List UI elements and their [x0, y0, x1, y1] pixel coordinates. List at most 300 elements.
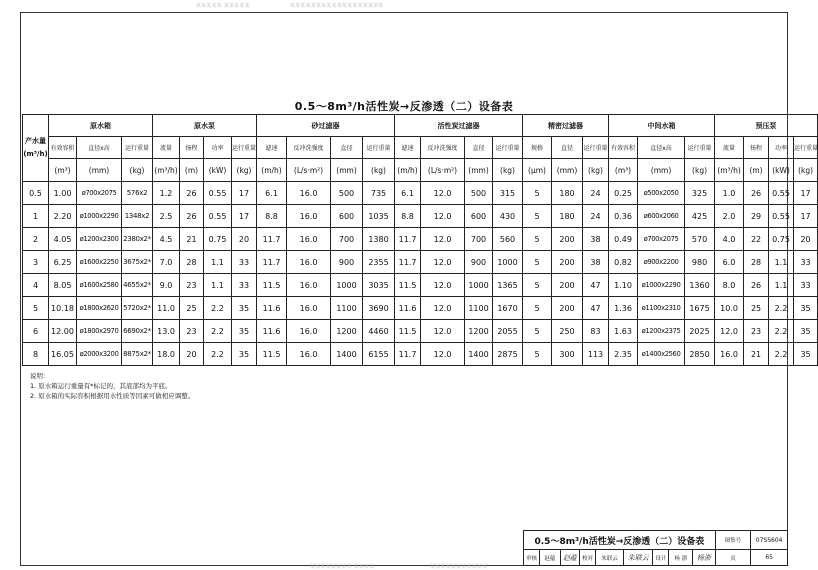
table-cell: 2355	[363, 251, 395, 274]
table-cell: 5	[523, 251, 552, 274]
table-cell: 6.1	[395, 182, 421, 205]
table-cell: 4.0	[715, 228, 744, 251]
column-unit: (kW)	[204, 159, 232, 182]
table-cell: 11.6	[257, 320, 287, 343]
table-cell: 21	[180, 228, 204, 251]
table-cell: 24	[583, 182, 609, 205]
table-cell: 2.2	[204, 320, 232, 343]
table-cell: 10.18	[49, 297, 77, 320]
column-unit: (m/h)	[395, 159, 421, 182]
group-booster-pump: 预压泵	[715, 115, 818, 137]
table-cell: 1	[23, 205, 49, 228]
table-cell: 0.55	[769, 205, 794, 228]
table-cell: 20	[794, 228, 818, 251]
column-unit: (m/h)	[257, 159, 287, 182]
table-cell: 11.5	[395, 274, 421, 297]
table-cell: 6.1	[257, 182, 287, 205]
column-subheader: 运行重量	[363, 137, 395, 159]
table-cell: 11.0	[153, 297, 180, 320]
table-cell: 2.35	[609, 343, 638, 366]
table-cell: ø1400x2560	[638, 343, 685, 366]
table-cell: 0.55	[769, 182, 794, 205]
column-subheader: 扬程	[180, 137, 204, 159]
table-cell: ø1200x2375	[638, 320, 685, 343]
table-cell: 11.7	[257, 228, 287, 251]
table-cell: 11.7	[395, 228, 421, 251]
table-cell: 8.8	[395, 205, 421, 228]
table-cell: 4655x2*	[122, 274, 153, 297]
table-cell: 17	[794, 205, 818, 228]
column-subheader: 有效容积	[609, 137, 638, 159]
table-cell: 33	[232, 251, 257, 274]
table-cell: 35	[794, 320, 818, 343]
table-cell: 26	[180, 182, 204, 205]
table-cell: 26	[744, 182, 769, 205]
product-rate-label: 产水量	[25, 137, 46, 145]
column-unit: (kg)	[493, 159, 523, 182]
table-cell: 0.82	[609, 251, 638, 274]
table-cell: 11.5	[257, 274, 287, 297]
table-cell: 11.5	[395, 320, 421, 343]
table-cell: 35	[232, 320, 257, 343]
table-cell: 200	[552, 297, 583, 320]
table-cell: 11.6	[257, 297, 287, 320]
table-cell: 16.0	[287, 228, 331, 251]
table-cell: 17	[232, 182, 257, 205]
column-unit: (L/s·m²)	[287, 159, 331, 182]
table-cell: 1670	[493, 297, 523, 320]
column-subheader: 直径	[331, 137, 363, 159]
table-cell: 47	[583, 274, 609, 297]
table-cell: 33	[794, 274, 818, 297]
table-cell: 38	[583, 251, 609, 274]
column-subheader: 运行重量	[122, 137, 153, 159]
designer-name: 杨 浙	[669, 550, 693, 566]
table-cell: 26	[180, 205, 204, 228]
group-raw-water-tank: 原水箱	[49, 115, 153, 137]
table-cell: 113	[583, 343, 609, 366]
table-cell: 325	[685, 182, 715, 205]
table-cell: 1365	[493, 274, 523, 297]
table-cell: 16.0	[287, 205, 331, 228]
table-cell: 29	[744, 205, 769, 228]
column-subheader: 运行重量	[232, 137, 257, 159]
table-cell: 6155	[363, 343, 395, 366]
atlas-number-label: 图集号	[715, 531, 751, 550]
table-cell: 8.05	[49, 274, 77, 297]
table-cell: 3035	[363, 274, 395, 297]
table-cell: ø1600x2580	[77, 274, 122, 297]
table-cell: 2	[23, 228, 49, 251]
table-cell: 5	[23, 297, 49, 320]
table-cell: 2.5	[153, 205, 180, 228]
table-cell: 1035	[363, 205, 395, 228]
table-cell: 1200	[465, 320, 493, 343]
column-subheader: 直径x高	[77, 137, 122, 159]
table-cell: 83	[583, 320, 609, 343]
column-unit: (L/s·m²)	[421, 159, 465, 182]
equipment-table	[22, 114, 818, 366]
column-subheader: 运行重量	[794, 137, 818, 159]
column-unit: (m³/h)	[153, 159, 180, 182]
table-cell: 9.0	[153, 274, 180, 297]
table-cell: 10.0	[715, 297, 744, 320]
table-cell: 200	[552, 274, 583, 297]
column-unit: (mm)	[465, 159, 493, 182]
column-subheader: 功率	[769, 137, 794, 159]
table-cell: ø1200x2300	[77, 228, 122, 251]
table-cell: 12.00	[49, 320, 77, 343]
table-cell: 900	[331, 251, 363, 274]
table-cell: 430	[493, 205, 523, 228]
table-cell: 17	[794, 182, 818, 205]
table-cell: 1380	[363, 228, 395, 251]
column-unit: (m³)	[49, 159, 77, 182]
table-row	[23, 274, 818, 297]
table-cell: 16.0	[715, 343, 744, 366]
table-cell: 6	[23, 320, 49, 343]
table-cell: 600	[465, 205, 493, 228]
table-row	[23, 205, 818, 228]
page-number: 65	[751, 550, 788, 566]
table-cell: 2.0	[715, 205, 744, 228]
group-precision-filter: 精密过滤器	[523, 115, 609, 137]
table-cell: ø600x2060	[638, 205, 685, 228]
column-subheader: 直径x高	[638, 137, 685, 159]
table-cell: 12.0	[421, 228, 465, 251]
table-cell: ø1800x2970	[77, 320, 122, 343]
table-body	[23, 182, 818, 366]
column-subheader: 反冲洗强度	[287, 137, 331, 159]
table-cell: 2.2	[204, 343, 232, 366]
subheader-row	[23, 137, 818, 159]
table-cell: 250	[552, 320, 583, 343]
table-cell: 180	[552, 182, 583, 205]
table-cell: 25	[180, 297, 204, 320]
top-watermark-text: 某某某某某 某某某某某	[196, 3, 250, 9]
column-subheader: 流量	[715, 137, 744, 159]
table-cell: 0.5	[23, 182, 49, 205]
table-row	[23, 228, 818, 251]
table-cell: 12.0	[421, 343, 465, 366]
table-cell: 12.0	[421, 205, 465, 228]
table-cell: 180	[552, 205, 583, 228]
bottom-watermark-text: 某某某某某某某某某某某	[430, 564, 488, 570]
table-cell: ø700x2075	[77, 182, 122, 205]
product-rate-unit: (m³/h)	[23, 150, 48, 158]
table-cell: 1.1	[769, 251, 794, 274]
table-cell: 16.0	[287, 182, 331, 205]
column-unit: (kg)	[794, 159, 818, 182]
note-1: 1. 原水箱运行重量有*标记的，其底部均为平底。	[30, 382, 172, 390]
table-cell: 21	[744, 343, 769, 366]
table-cell: 16.05	[49, 343, 77, 366]
table-cell: 12.0	[421, 274, 465, 297]
table-cell: 7.0	[153, 251, 180, 274]
table-cell: 8	[23, 343, 49, 366]
column-subheader: 运行重量	[493, 137, 523, 159]
column-unit: (mm)	[331, 159, 363, 182]
group-raw-water-pump: 原水泵	[153, 115, 257, 137]
column-subheader: 扬程	[744, 137, 769, 159]
table-cell: 1.1	[769, 274, 794, 297]
table-cell: 35	[232, 297, 257, 320]
table-cell: 1400	[331, 343, 363, 366]
table-cell: 3675x2*	[122, 251, 153, 274]
column-unit: (kg)	[363, 159, 395, 182]
note-2: 2. 原水箱的实际容积根据用水性质等因素可做相应调整。	[30, 392, 195, 400]
table-cell: 6690x2*	[122, 320, 153, 343]
column-subheader: 运行重量	[583, 137, 609, 159]
table-cell: 1.2	[153, 182, 180, 205]
table-cell: 22	[744, 228, 769, 251]
design-label: 设计	[653, 550, 669, 566]
table-cell: ø1000x2290	[638, 274, 685, 297]
table-cell: ø2000x3200	[77, 343, 122, 366]
table-cell: 35	[794, 343, 818, 366]
table-cell: 2.2	[769, 343, 794, 366]
table-cell: 26	[744, 274, 769, 297]
column-subheader: 反冲洗强度	[421, 137, 465, 159]
table-cell: 13.0	[153, 320, 180, 343]
table-cell: 2850	[685, 343, 715, 366]
table-cell: 315	[493, 182, 523, 205]
table-cell: 5	[523, 182, 552, 205]
table-cell: 11.7	[395, 251, 421, 274]
table-cell: 25	[744, 297, 769, 320]
table-row	[23, 251, 818, 274]
group-carbon-filter: 活性炭过滤器	[395, 115, 523, 137]
table-cell: 35	[232, 343, 257, 366]
page-label: 页	[715, 550, 751, 566]
table-cell: 0.55	[204, 205, 232, 228]
table-cell: 16.0	[287, 343, 331, 366]
table-row	[23, 343, 818, 366]
table-cell: 1000	[493, 251, 523, 274]
table-cell: 500	[331, 182, 363, 205]
table-cell: 0.36	[609, 205, 638, 228]
table-cell: ø1100x2310	[638, 297, 685, 320]
table-cell: 2.2	[769, 320, 794, 343]
table-cell: 5	[523, 343, 552, 366]
table-cell: 1348x2	[122, 205, 153, 228]
table-cell: 12.0	[715, 320, 744, 343]
table-cell: 8.0	[715, 274, 744, 297]
table-cell: ø1800x2620	[77, 297, 122, 320]
table-cell: 500	[465, 182, 493, 205]
table-cell: 5720x2*	[122, 297, 153, 320]
table-cell: 3690	[363, 297, 395, 320]
table-cell: 5	[523, 274, 552, 297]
checker-name: 朱联云	[596, 550, 624, 566]
column-subheader: 运行重量	[685, 137, 715, 159]
table-row	[23, 320, 818, 343]
table-cell: 576x2	[122, 182, 153, 205]
column-subheader: 有效容积	[49, 137, 77, 159]
table-title: 0.5～8m³/h活性炭→反渗透（二）设备表	[294, 100, 514, 113]
table-cell: 38	[583, 228, 609, 251]
table-row	[23, 297, 818, 320]
review-label: 审核	[524, 550, 540, 566]
table-cell: 16.0	[287, 320, 331, 343]
title-block	[523, 530, 788, 566]
table-cell: 600	[331, 205, 363, 228]
column-unit: (mm)	[638, 159, 685, 182]
table-cell: 20	[232, 228, 257, 251]
table-cell: 2.2	[204, 297, 232, 320]
table-cell: 47	[583, 297, 609, 320]
table-cell: 0.49	[609, 228, 638, 251]
table-cell: 700	[331, 228, 363, 251]
table-cell: 1.10	[609, 274, 638, 297]
table-cell: 735	[363, 182, 395, 205]
table-cell: ø1000x2290	[77, 205, 122, 228]
notes	[30, 371, 194, 401]
table-cell: 2025	[685, 320, 715, 343]
table-cell: 0.55	[204, 182, 232, 205]
column-unit: (kg)	[583, 159, 609, 182]
table-cell: 0.25	[609, 182, 638, 205]
table-cell: 6.25	[49, 251, 77, 274]
table-cell: 0.75	[204, 228, 232, 251]
table-cell: 17	[232, 205, 257, 228]
table-cell: ø1600x2250	[77, 251, 122, 274]
table-cell: 11.6	[395, 297, 421, 320]
column-subheader: 规格	[523, 137, 552, 159]
table-cell: 11.7	[395, 343, 421, 366]
table-cell: 4	[23, 274, 49, 297]
table-cell: 980	[685, 251, 715, 274]
table-cell: 4.5	[153, 228, 180, 251]
title-block-title: 0.5～8m³/h活性炭→反渗透（二）设备表	[524, 531, 716, 550]
table-cell: 6.0	[715, 251, 744, 274]
table-cell: 28	[180, 251, 204, 274]
column-unit: (mm)	[552, 159, 583, 182]
unit-row	[23, 159, 818, 182]
table-cell: 1100	[331, 297, 363, 320]
table-cell: 0.75	[769, 228, 794, 251]
table-cell: 425	[685, 205, 715, 228]
table-cell: 23	[180, 274, 204, 297]
bottom-watermark-text: 某某某某某某某某 某某某某	[310, 564, 375, 570]
table-cell: 2380x2*	[122, 228, 153, 251]
designer-signature: 杨浙	[693, 550, 716, 566]
table-cell: 1000	[331, 274, 363, 297]
table-cell: 4460	[363, 320, 395, 343]
table-cell: 16.0	[287, 297, 331, 320]
reviewer-name: 赵蕴	[540, 550, 560, 566]
table-cell: ø500x2050	[638, 182, 685, 205]
table-cell: 18.0	[153, 343, 180, 366]
table-cell: 1.36	[609, 297, 638, 320]
column-subheader: 功率	[204, 137, 232, 159]
table-cell: 12.0	[421, 320, 465, 343]
column-subheader: 直径	[465, 137, 493, 159]
table-cell: 33	[232, 274, 257, 297]
table-cell: 700	[465, 228, 493, 251]
table-cell: 5	[523, 205, 552, 228]
table-cell: 11.7	[257, 251, 287, 274]
table-cell: 1.1	[204, 251, 232, 274]
column-unit: (m)	[180, 159, 204, 182]
table-cell: 3	[23, 251, 49, 274]
table-cell: 570	[685, 228, 715, 251]
reviewer-signature: 赵蕴	[560, 550, 579, 566]
table-cell: 28	[744, 251, 769, 274]
table-cell: 23	[744, 320, 769, 343]
table-cell: 1.1	[204, 274, 232, 297]
table-cell: 1400	[465, 343, 493, 366]
table-cell: 24	[583, 205, 609, 228]
table-cell: 12.0	[421, 182, 465, 205]
table-cell: 11.5	[257, 343, 287, 366]
table-cell: ø900x2200	[638, 251, 685, 274]
table-cell: 1675	[685, 297, 715, 320]
column-unit: (kg)	[232, 159, 257, 182]
table-cell: 16.0	[287, 251, 331, 274]
table-cell: 1.00	[49, 182, 77, 205]
column-unit: (kg)	[122, 159, 153, 182]
check-label: 校对	[580, 550, 596, 566]
table-cell: 5	[523, 297, 552, 320]
column-unit: (mm)	[77, 159, 122, 182]
table-cell: 300	[552, 343, 583, 366]
table-cell: 23	[180, 320, 204, 343]
column-unit: (kg)	[685, 159, 715, 182]
table-cell: 1360	[685, 274, 715, 297]
column-unit: (m)	[744, 159, 769, 182]
table-cell: 5	[523, 228, 552, 251]
column-subheader: 滤速	[257, 137, 287, 159]
table-cell: 200	[552, 228, 583, 251]
table-cell: 2.20	[49, 205, 77, 228]
table-cell: 560	[493, 228, 523, 251]
table-cell: 12.0	[421, 251, 465, 274]
table-cell: 4.05	[49, 228, 77, 251]
column-unit: (m³)	[609, 159, 638, 182]
table-cell: 1100	[465, 297, 493, 320]
atlas-number: 07SS604	[751, 531, 788, 550]
group-intermediate-tank: 中间水箱	[609, 115, 715, 137]
table-cell: 8875x2*	[122, 343, 153, 366]
product-rate-header	[23, 115, 49, 182]
table-cell: 1.63	[609, 320, 638, 343]
table-cell: 900	[465, 251, 493, 274]
table-cell: ø700x2075	[638, 228, 685, 251]
table-cell: 35	[794, 297, 818, 320]
column-unit: (μm)	[523, 159, 552, 182]
table-cell: 1.0	[715, 182, 744, 205]
table-cell: 1000	[465, 274, 493, 297]
column-unit: (m³/h)	[715, 159, 744, 182]
column-subheader: 流量	[153, 137, 180, 159]
group-sand-filter: 砂过滤器	[257, 115, 395, 137]
top-watermark-text: 某某某某某某某某某某某某某某某某某某	[290, 3, 384, 9]
table-cell: 2875	[493, 343, 523, 366]
notes-heading: 说明：	[30, 372, 50, 380]
column-subheader: 直径	[552, 137, 583, 159]
table-cell: 8.8	[257, 205, 287, 228]
table-row	[23, 182, 818, 205]
table-cell: 33	[794, 251, 818, 274]
table-cell: 20	[180, 343, 204, 366]
table-cell: 16.0	[287, 274, 331, 297]
table-cell: 2055	[493, 320, 523, 343]
checker-signature: 朱联云	[624, 550, 653, 566]
table-cell: 2.2	[769, 297, 794, 320]
table-cell: 1200	[331, 320, 363, 343]
column-unit: (kW)	[769, 159, 794, 182]
